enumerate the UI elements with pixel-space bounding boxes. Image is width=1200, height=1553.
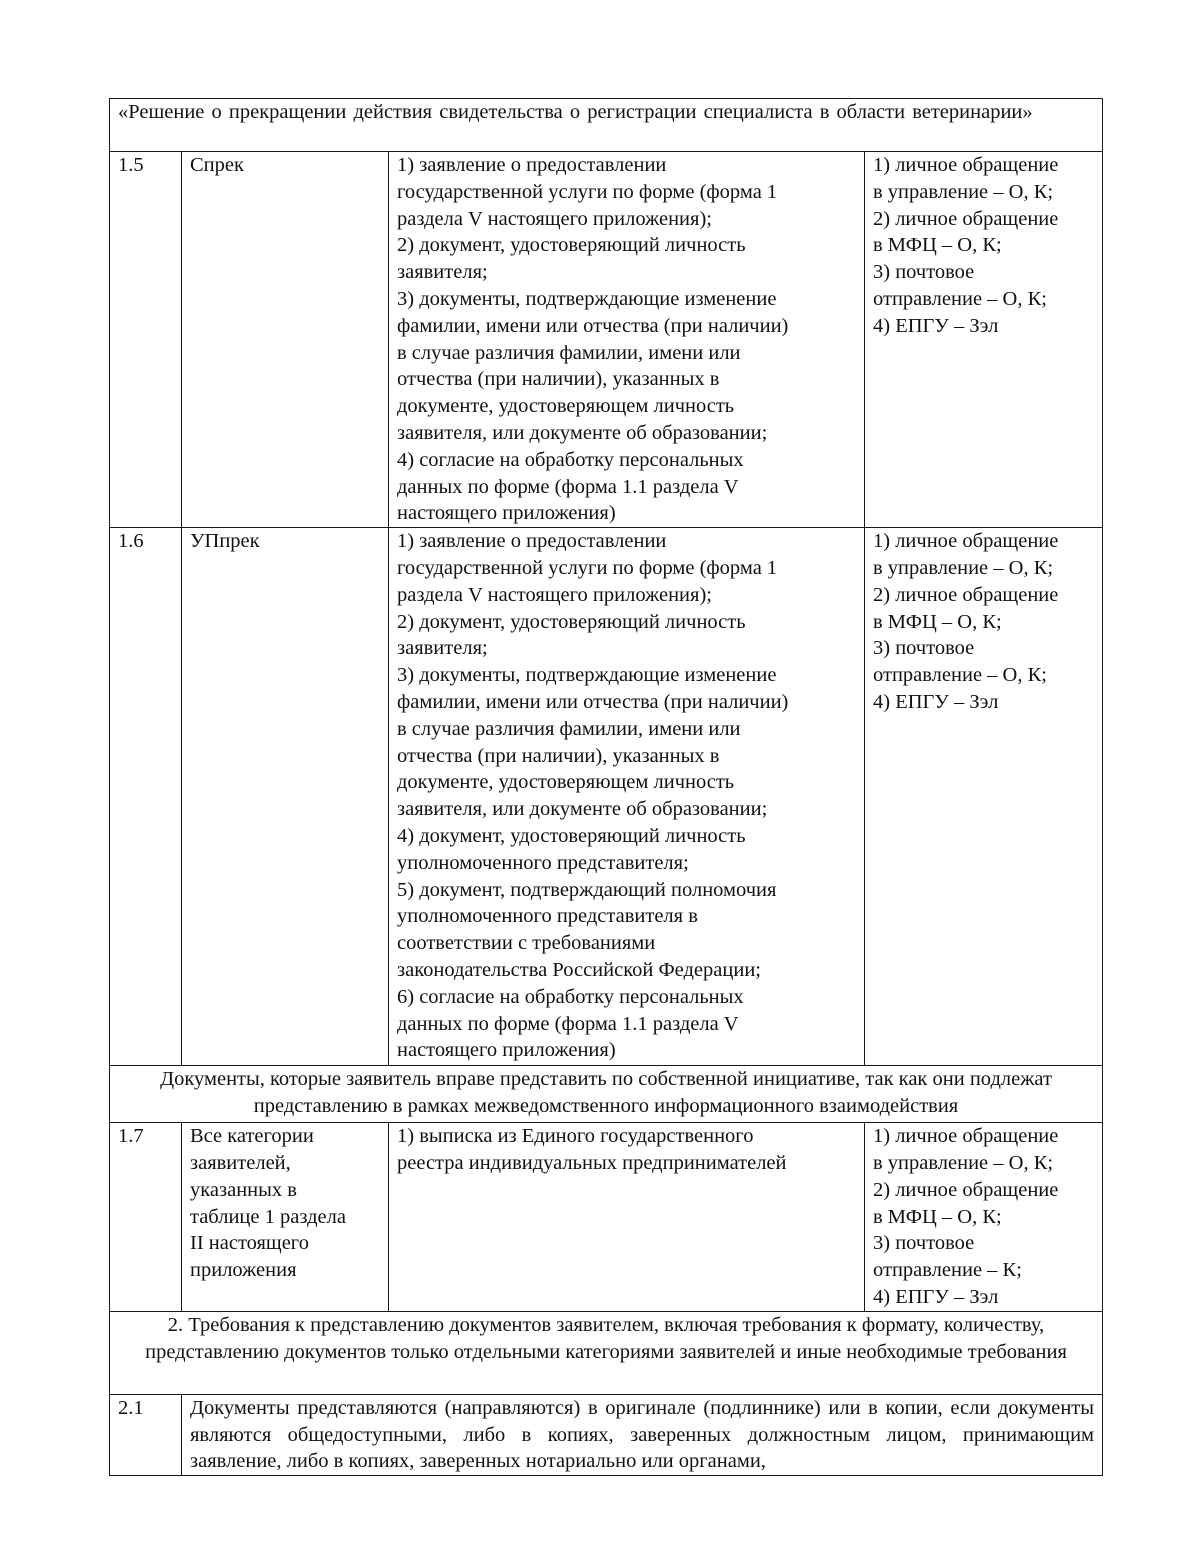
method-line: в управление – О, К; — [873, 180, 1054, 203]
document-line: уполномоченного представителя; — [397, 851, 689, 874]
category-line: Все категории — [190, 1125, 314, 1148]
documents-cell — [389, 152, 865, 528]
method-line: в МФЦ – О, К; — [873, 610, 1002, 633]
document-line: фамилии, имени или отчества (при наличии) — [397, 314, 789, 337]
document-line: 3) документы, подтверждающие изменение — [397, 664, 777, 687]
document-line: раздела V настоящего приложения); — [397, 207, 712, 230]
document-line: настоящего приложения) — [397, 502, 616, 525]
applicant-category-cell — [182, 152, 389, 528]
decision-header-row — [110, 99, 1103, 152]
applicant-category-cell — [182, 1123, 389, 1312]
requirements-text: Документы представляются (направляются) в оригинале (подлиннике) или в копии, если документы являются общедоступными, либо в копиях, заверенных должностным лицом, принимающим заявление, либо в копиях, заверенных нотариально или органами, — [190, 1396, 1095, 1473]
requirements-text-cell — [182, 1394, 1103, 1475]
document-line: 5) документ, подтверждающий полномочия — [397, 878, 777, 901]
table-row-1-6 — [110, 528, 1103, 1066]
document-line: отчества (при наличии), указанных в — [397, 744, 720, 767]
document-line: 1) выписка из Единого государственного — [397, 1125, 754, 1148]
method-line: 1) личное обращение — [873, 1125, 1059, 1148]
method-line: 2) личное обращение — [873, 583, 1059, 606]
category-line: указанных в — [190, 1178, 297, 1201]
row-number: 1.5 — [118, 154, 144, 176]
document-line: документе, удостоверяющем личность — [397, 395, 735, 418]
method-line: 3) почтовое — [873, 1232, 975, 1255]
document-line: государственной услуги по форме (форма 1 — [397, 556, 778, 579]
document-line: 1) заявление о предоставлении — [397, 530, 667, 553]
requirements-table — [109, 98, 1103, 1476]
method-line: в МФЦ – О, К; — [873, 234, 1002, 257]
documents-cell — [389, 528, 865, 1066]
decision-header-text: «Решение о прекращении действия свидетельства о регистрации специалиста в области ветеринарии» — [118, 101, 1033, 123]
document-line: законодательства Российской Федерации; — [397, 958, 761, 981]
document-line: раздела V настоящего приложения); — [397, 583, 712, 606]
document-line: 2) документ, удостоверяющий личность — [397, 610, 746, 633]
row-number-cell — [110, 1394, 182, 1475]
method-line: 4) ЕПГУ – Зэл — [873, 314, 999, 337]
document-line: уполномоченного представителя в — [397, 905, 698, 928]
document-line: документе, удостоверяющем личность — [397, 771, 735, 794]
document-line: заявителя; — [397, 261, 488, 284]
row-number-cell — [110, 528, 182, 1066]
section-2-header-cell — [110, 1311, 1103, 1394]
document-line: соответствии с требованиями — [397, 932, 656, 955]
submission-method-cell — [865, 152, 1103, 528]
table-row-2-1 — [110, 1394, 1103, 1475]
method-line: в управление – О, К; — [873, 1151, 1054, 1174]
method-line: в МФЦ – О, К; — [873, 1205, 1002, 1228]
method-line: 4) ЕПГУ – Зэл — [873, 690, 999, 713]
row-number: 1.7 — [118, 1125, 144, 1148]
document-line: данных по форме (форма 1.1 раздела V — [397, 475, 739, 498]
document-line: отчества (при наличии), указанных в — [397, 368, 720, 391]
category-line: приложения — [190, 1259, 297, 1282]
document-line: в случае различия фамилии, имени или — [397, 717, 741, 740]
document-line: в случае различия фамилии, имени или — [397, 341, 741, 364]
interagency-section-cell — [110, 1066, 1103, 1123]
table-row-1-7 — [110, 1123, 1103, 1312]
document-line: 1) заявление о предоставлении — [397, 154, 667, 176]
documents-cell — [389, 1123, 865, 1312]
table-row-1-5 — [110, 152, 1103, 528]
applicant-category: Спрек — [190, 154, 244, 176]
interagency-section-text: Документы, которые заявитель вправе представить по собственной инициативе, так как они подлежат представлению в рамках межведомственного информационного взаимодействия — [160, 1068, 1052, 1117]
document-line: 2) документ, удостоверяющий личность — [397, 234, 746, 257]
document-line: настоящего приложения) — [397, 1039, 616, 1062]
method-line: 1) личное обращение — [873, 530, 1059, 553]
method-line: 2) личное обращение — [873, 1178, 1059, 1201]
document-line: заявителя, или документе об образовании; — [397, 798, 768, 821]
category-line: таблице 1 раздела — [190, 1205, 346, 1228]
method-line: 2) личное обращение — [873, 207, 1059, 230]
decision-header-cell — [110, 99, 1103, 152]
row-number-cell — [110, 152, 182, 528]
document-line: 4) согласие на обработку персональных — [397, 448, 744, 471]
document-line: государственной услуги по форме (форма 1 — [397, 180, 778, 203]
row-number-cell — [110, 1123, 182, 1312]
method-line: 3) почтовое — [873, 637, 975, 660]
document-line: 4) документ, удостоверяющий личность — [397, 824, 746, 847]
section-2-header-text: 2. Требования к представлению документов заявителем, включая требования к формату, количеству, представлению документов только отдельными категориями заявителей и иные необходимые требования — [145, 1313, 1067, 1363]
submission-method-cell — [865, 528, 1103, 1066]
category-line: II настоящего — [190, 1232, 309, 1255]
interagency-section-row — [110, 1066, 1103, 1123]
method-line: в управление – О, К; — [873, 556, 1054, 579]
method-line: отправление – О, К; — [873, 287, 1047, 310]
row-number: 1.6 — [118, 530, 144, 553]
method-line: отправление – К; — [873, 1259, 1022, 1282]
section-2-header-row — [110, 1311, 1103, 1394]
document-line: 6) согласие на обработку персональных — [397, 985, 744, 1008]
document-line: данных по форме (форма 1.1 раздела V — [397, 1012, 739, 1035]
document-line: фамилии, имени или отчества (при наличии) — [397, 690, 789, 713]
applicant-category-cell — [182, 528, 389, 1066]
method-line: 3) почтовое — [873, 261, 975, 284]
document-line: заявителя; — [397, 637, 488, 660]
row-number: 2.1 — [118, 1396, 144, 1419]
document-line: реестра индивидуальных предпринимателей — [397, 1151, 787, 1174]
method-line: 4) ЕПГУ – Зэл — [873, 1285, 999, 1308]
document-line: 3) документы, подтверждающие изменение — [397, 287, 777, 310]
submission-method-cell — [865, 1123, 1103, 1312]
category-line: заявителей, — [190, 1151, 291, 1174]
document-line: заявителя, или документе об образовании; — [397, 421, 768, 444]
method-line: 1) личное обращение — [873, 154, 1059, 176]
method-line: отправление – О, К; — [873, 664, 1047, 687]
applicant-category: УПпрек — [190, 530, 260, 553]
